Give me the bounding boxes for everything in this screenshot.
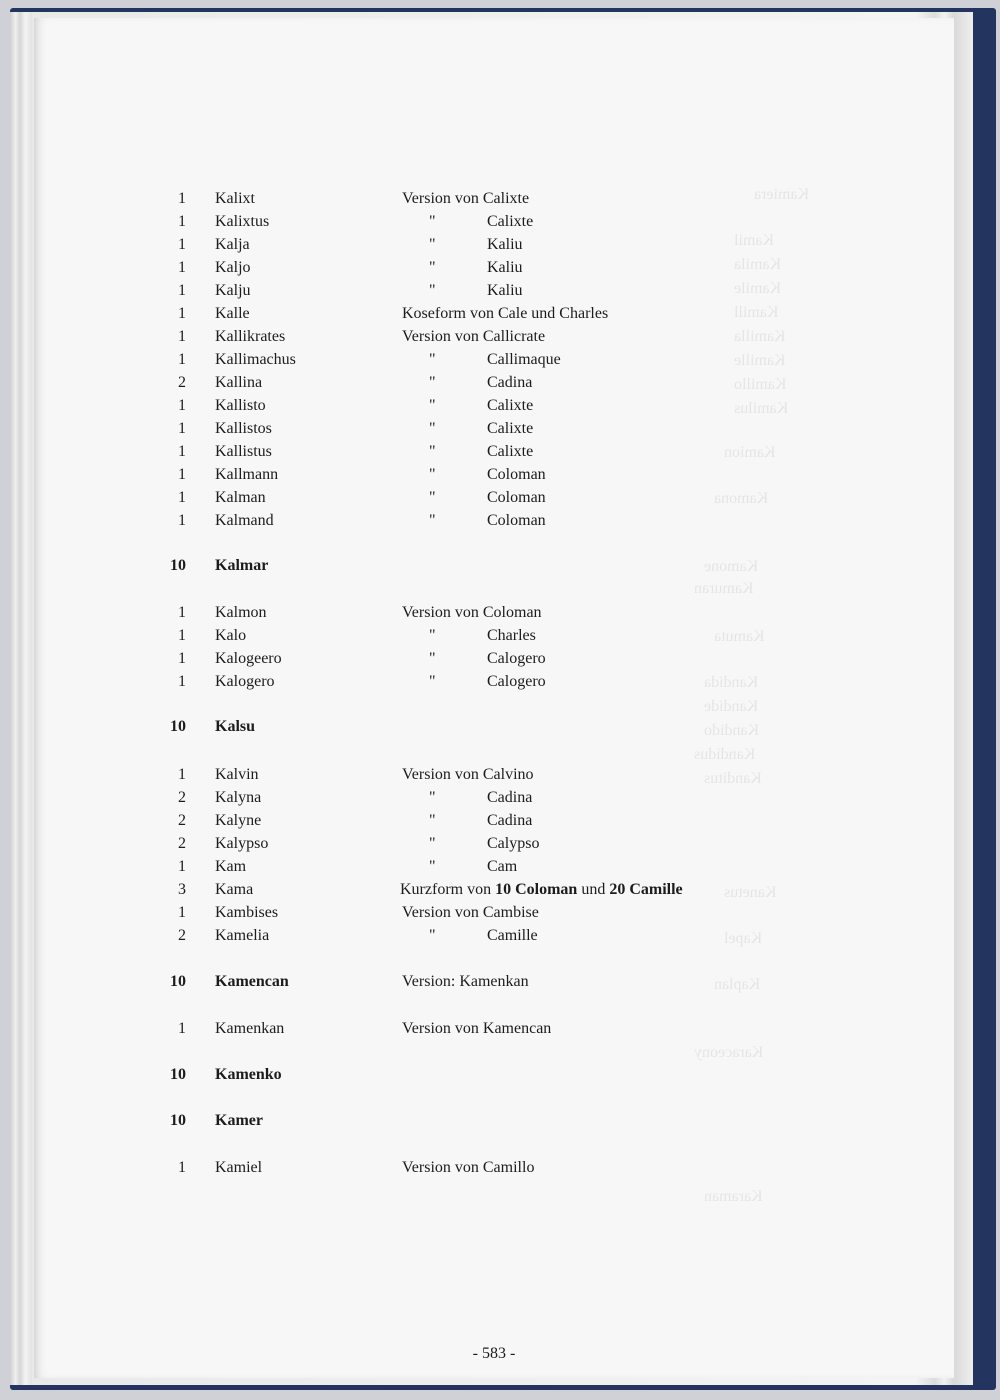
- name-entry: Kalle: [215, 305, 250, 322]
- reference-name: Calogero: [487, 673, 546, 690]
- name-description: Version: Kamenkan: [402, 973, 529, 990]
- list-item: [34, 372, 954, 394]
- name-entry: Kamelia: [215, 927, 270, 944]
- name-count: 1: [178, 351, 186, 368]
- name-entry: Kallina: [215, 374, 263, 391]
- description-part: 10 Coloman: [495, 881, 578, 898]
- name-entry: Kallistos: [215, 420, 272, 437]
- ditto-mark: ": [429, 466, 436, 483]
- name-count: 1: [178, 1020, 186, 1037]
- name-entry: Kallmann: [215, 466, 279, 483]
- name-entry: Kalogeero: [215, 650, 282, 667]
- list-item: [34, 716, 954, 738]
- list-item: [34, 971, 954, 993]
- name-entry: Kallikrates: [215, 328, 286, 345]
- name-count: 10: [170, 1066, 186, 1083]
- list-item: [34, 648, 954, 670]
- reference-name: Calixte: [487, 213, 534, 230]
- ditto-mark: ": [429, 236, 436, 253]
- name-entry: Kalsu: [215, 718, 256, 735]
- show-through-text: Karaman: [704, 1188, 763, 1205]
- description-part: 20 Camille: [609, 881, 683, 898]
- name-entry: Kama: [215, 881, 254, 898]
- show-through-text: Kamona: [714, 490, 769, 507]
- list-item: [34, 1018, 954, 1040]
- name-entry: Kalman: [215, 489, 266, 506]
- name-count: 1: [178, 627, 186, 644]
- show-through-text: Karaceony: [694, 1044, 764, 1061]
- name-count: 1: [178, 305, 186, 322]
- show-through-text: Kamille: [734, 352, 786, 369]
- ditto-mark: ": [429, 627, 436, 644]
- show-through-text: Kandide: [704, 698, 759, 715]
- ditto-mark: ": [429, 397, 436, 414]
- list-item: [34, 188, 954, 210]
- show-through-text: Kandida: [704, 674, 759, 691]
- list-item: [34, 925, 954, 947]
- list-item: [34, 234, 954, 256]
- list-item: [34, 510, 954, 532]
- list-item: [34, 303, 954, 325]
- name-entry: Kalixtus: [215, 213, 270, 230]
- name-count: 2: [178, 835, 186, 852]
- name-entry: Kamiel: [215, 1159, 263, 1176]
- name-count: 1: [178, 259, 186, 276]
- show-through-text: Kapel: [724, 930, 763, 947]
- name-description: Version von Calvino: [402, 766, 534, 783]
- name-entry: Kamenko: [215, 1066, 282, 1083]
- book-page: [34, 18, 954, 1378]
- list-item: [34, 625, 954, 647]
- name-entry: Kalixt: [215, 190, 255, 207]
- name-entry: Kalmar: [215, 557, 269, 574]
- show-through-text: Kandidus: [694, 746, 756, 763]
- show-through-text: Kanditus: [704, 770, 762, 787]
- name-count: 1: [178, 213, 186, 230]
- reference-name: Coloman: [487, 489, 546, 506]
- name-description: Version von Camillo: [402, 1159, 535, 1176]
- name-count: 1: [178, 328, 186, 345]
- name-entry: Kallistus: [215, 443, 272, 460]
- name-entry: Kalo: [215, 627, 247, 644]
- show-through-text: Kamuta: [714, 628, 765, 645]
- list-item: [34, 280, 954, 302]
- reference-name: Charles: [487, 627, 536, 644]
- name-count: 2: [178, 812, 186, 829]
- name-entry: Kambises: [215, 904, 279, 921]
- name-count: 1: [178, 397, 186, 414]
- reference-name: Cadina: [487, 789, 533, 806]
- list-item: [34, 487, 954, 509]
- name-description: Koseform von Cale und Charles: [402, 305, 609, 322]
- name-count: 1: [178, 512, 186, 529]
- reference-name: Cadina: [487, 812, 533, 829]
- list-item: [34, 671, 954, 693]
- name-count: 10: [170, 1112, 186, 1129]
- reference-name: Coloman: [487, 512, 546, 529]
- ditto-mark: ": [429, 443, 436, 460]
- ditto-mark: ": [429, 512, 436, 529]
- name-count: 2: [178, 927, 186, 944]
- name-description: Version von Coloman: [402, 604, 542, 621]
- name-description: [400, 879, 683, 901]
- show-through-text: Kamilla: [734, 328, 786, 345]
- ditto-mark: ": [429, 351, 436, 368]
- show-through-text: Kamill: [734, 304, 779, 321]
- list-item: [34, 810, 954, 832]
- reference-name: Callimaque: [487, 351, 561, 368]
- show-through-text: Kandido: [704, 722, 760, 739]
- list-item: [34, 418, 954, 440]
- name-entry: Kalypso: [215, 835, 269, 852]
- show-through-text: Kamone: [704, 558, 759, 575]
- list-item: [34, 602, 954, 624]
- name-count: 1: [178, 466, 186, 483]
- name-count: 1: [178, 443, 186, 460]
- name-entry: Kamenkan: [215, 1020, 285, 1037]
- show-through-text: Kaplan: [714, 976, 761, 993]
- ditto-mark: ": [429, 213, 436, 230]
- show-through-text: Kamil: [734, 232, 774, 249]
- name-description: Version von Cambise: [402, 904, 539, 921]
- list-item: [34, 395, 954, 417]
- name-description: Version von Kamencan: [402, 1020, 552, 1037]
- page-edge-left: [10, 12, 32, 1385]
- name-count: 1: [178, 673, 186, 690]
- show-through-text: Kamila: [734, 256, 782, 273]
- reference-name: Cam: [487, 858, 518, 875]
- name-entry: Kallimachus: [215, 351, 296, 368]
- name-entry: Kalyne: [215, 812, 262, 829]
- show-through-text: Kamuran: [694, 580, 754, 597]
- page-number: - 583 -: [472, 1345, 516, 1362]
- list-item: [34, 555, 954, 577]
- name-count: 2: [178, 374, 186, 391]
- list-item: [34, 1110, 954, 1132]
- ditto-mark: ": [429, 420, 436, 437]
- list-item: [34, 764, 954, 786]
- name-description: Version von Calixte: [402, 190, 530, 207]
- description-part: Kurzform von: [400, 881, 496, 898]
- reference-name: Kaliu: [487, 282, 523, 299]
- list-item: [34, 349, 954, 371]
- name-entry: Kamencan: [215, 973, 289, 990]
- show-through-text: Kamiera: [754, 186, 810, 203]
- ditto-mark: ": [429, 673, 436, 690]
- ditto-mark: ": [429, 858, 436, 875]
- name-count: 1: [178, 282, 186, 299]
- name-count: 1: [178, 766, 186, 783]
- name-entry: Kaljo: [215, 259, 251, 276]
- ditto-mark: ": [429, 835, 436, 852]
- reference-name: Coloman: [487, 466, 546, 483]
- name-count: 10: [170, 718, 186, 735]
- name-count: 10: [170, 973, 186, 990]
- name-count: 3: [178, 881, 186, 898]
- reference-name: Calixte: [487, 420, 534, 437]
- name-count: 1: [178, 858, 186, 875]
- show-through-text: Kamile: [734, 280, 782, 297]
- name-count: 1: [178, 904, 186, 921]
- name-entry: Kalmon: [215, 604, 267, 621]
- show-through-text: Kamion: [724, 444, 776, 461]
- ditto-mark: ": [429, 489, 436, 506]
- name-count: 10: [170, 557, 186, 574]
- list-item: [34, 464, 954, 486]
- name-count: 1: [178, 190, 186, 207]
- name-entry: Kalvin: [215, 766, 259, 783]
- name-entry: Kam: [215, 858, 247, 875]
- name-entry: Kalmand: [215, 512, 274, 529]
- list-item: [34, 879, 954, 901]
- reference-name: Cadina: [487, 374, 533, 391]
- list-item: [34, 441, 954, 463]
- name-count: 2: [178, 789, 186, 806]
- ditto-mark: ": [429, 259, 436, 276]
- name-count: 1: [178, 650, 186, 667]
- reference-name: Calogero: [487, 650, 546, 667]
- show-through-text: Kanetus: [724, 884, 777, 901]
- name-entry: Kalyna: [215, 789, 262, 806]
- name-entry: Kamer: [215, 1112, 263, 1129]
- reference-name: Calixte: [487, 397, 534, 414]
- list-item: [34, 856, 954, 878]
- name-entry: Kalju: [215, 282, 251, 299]
- name-count: 1: [178, 604, 186, 621]
- name-entry: Kalja: [215, 236, 250, 253]
- list-item: [34, 787, 954, 809]
- name-count: 1: [178, 420, 186, 437]
- description-part: und: [577, 881, 610, 898]
- name-entry: Kallisto: [215, 397, 266, 414]
- list-item: [34, 833, 954, 855]
- reference-name: Calixte: [487, 443, 534, 460]
- list-item: [34, 211, 954, 233]
- name-count: 1: [178, 236, 186, 253]
- show-through-text: Kamilus: [734, 400, 789, 417]
- list-item: [34, 1064, 954, 1086]
- name-description: Version von Callicrate: [402, 328, 546, 345]
- name-count: 1: [178, 1159, 186, 1176]
- ditto-mark: ": [429, 927, 436, 944]
- reference-name: Kaliu: [487, 259, 523, 276]
- list-item: [34, 1157, 954, 1179]
- show-through-text: Kamillo: [734, 376, 787, 393]
- reference-name: Calypso: [487, 835, 540, 852]
- ditto-mark: ": [429, 650, 436, 667]
- name-count: 1: [178, 489, 186, 506]
- reference-name: Camille: [487, 927, 538, 944]
- list-item: [34, 326, 954, 348]
- name-entry: Kalogero: [215, 673, 275, 690]
- ditto-mark: ": [429, 374, 436, 391]
- reference-name: Kaliu: [487, 236, 523, 253]
- ditto-mark: ": [429, 812, 436, 829]
- ditto-mark: ": [429, 789, 436, 806]
- list-item: [34, 902, 954, 924]
- list-item: [34, 257, 954, 279]
- ditto-mark: ": [429, 282, 436, 299]
